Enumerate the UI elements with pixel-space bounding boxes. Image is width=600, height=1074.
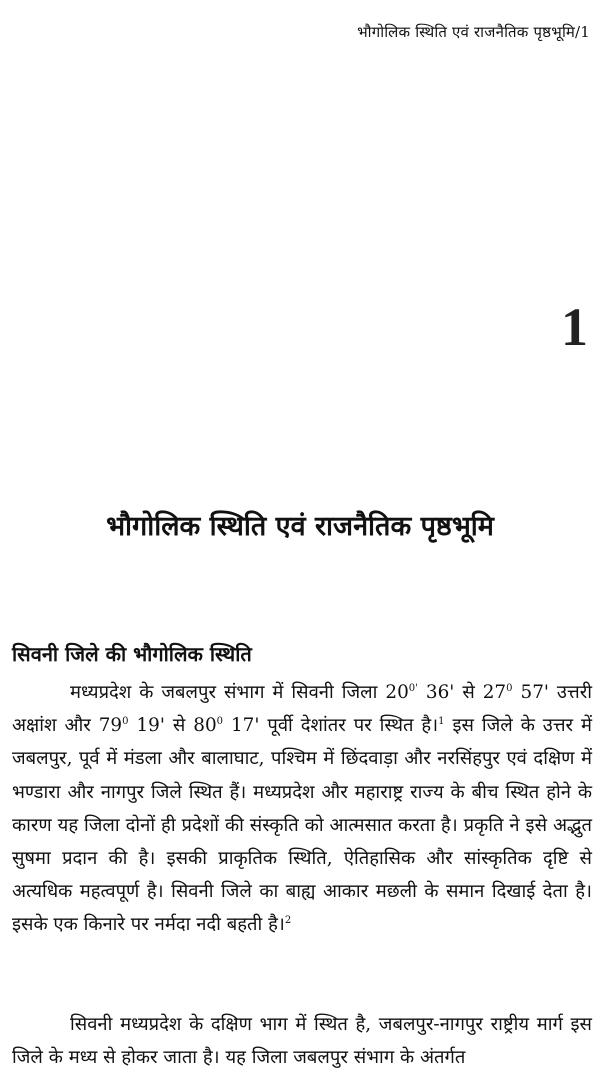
paragraph-1	[12, 676, 592, 942]
footnote-ref-1: 1	[438, 716, 445, 728]
p1-text-3: 57' उत्तरी अक्षांश और 79	[12, 682, 592, 737]
p1-sup-2: 0	[506, 682, 513, 694]
p1-sup-4: 0	[216, 716, 224, 728]
paragraph-2-text: सिवनी मध्यप्रदेश के दक्षिण भाग में स्थित है, जबलपुर-नागपुर राष्ट्रीय मार्ग इस जिले के मध्य से होकर जाता है। यह जिला जबलपुर संभाग के अंतर्गत	[12, 1014, 592, 1069]
p1-text-4: 19' से 80	[128, 715, 217, 737]
p1-text-2: 36' से 27	[417, 682, 507, 703]
running-head: भौगोलिक स्थिति एवं राजनैतिक पृष्ठभूमि/1	[357, 23, 590, 41]
p1-text-1: मध्यप्रदेश के जबलपुर संभाग में सिवनी जिला 20	[70, 682, 409, 703]
p1-text-5: 17' पूर्वी देशांतर पर स्थित है।	[223, 715, 439, 737]
chapter-number: 1	[561, 297, 588, 357]
chapter-title: भौगोलिक स्थिति एवं राजनैतिक पृष्ठभूमि	[106, 511, 494, 542]
footnote-ref-2: 2	[284, 915, 292, 927]
p1-sup-3: 0	[122, 716, 129, 728]
p1-sup-1: 0'	[408, 682, 418, 694]
p1-text-6: इस जिले के उत्तर में जबलपुर, पूर्व में मंडला और बालाघाट, पश्चिम में छिंदवाड़ा और नरसिंहपुर एवं दक्षिण में भण्डारा और नागपुर जिले स्थित हैं। मध्यप्रदेश और महाराष्ट्र राज्य के बीच स्थित होने के कारण यह जिला दोनों ही प्रदेशों की संस्कृति को आत्मसात करता है। प्रकृति ने इसे अद्भुत सुषमा प्रदान की है। इसकी प्राकृतिक स्थिति, ऐतिहासिक और सांस्कृतिक दृष्टि से अत्यधिक महत्वपूर्ण है। सिवनी जिले का बाह्य आकार मछली के समान दिखाई देता है। इसके एक किनारे पर नर्मदा नदी बहती है।	[12, 715, 593, 936]
section-heading: सिवनी जिले की भौगोलिक स्थिति	[12, 642, 252, 666]
paragraph-2	[12, 1008, 592, 1074]
